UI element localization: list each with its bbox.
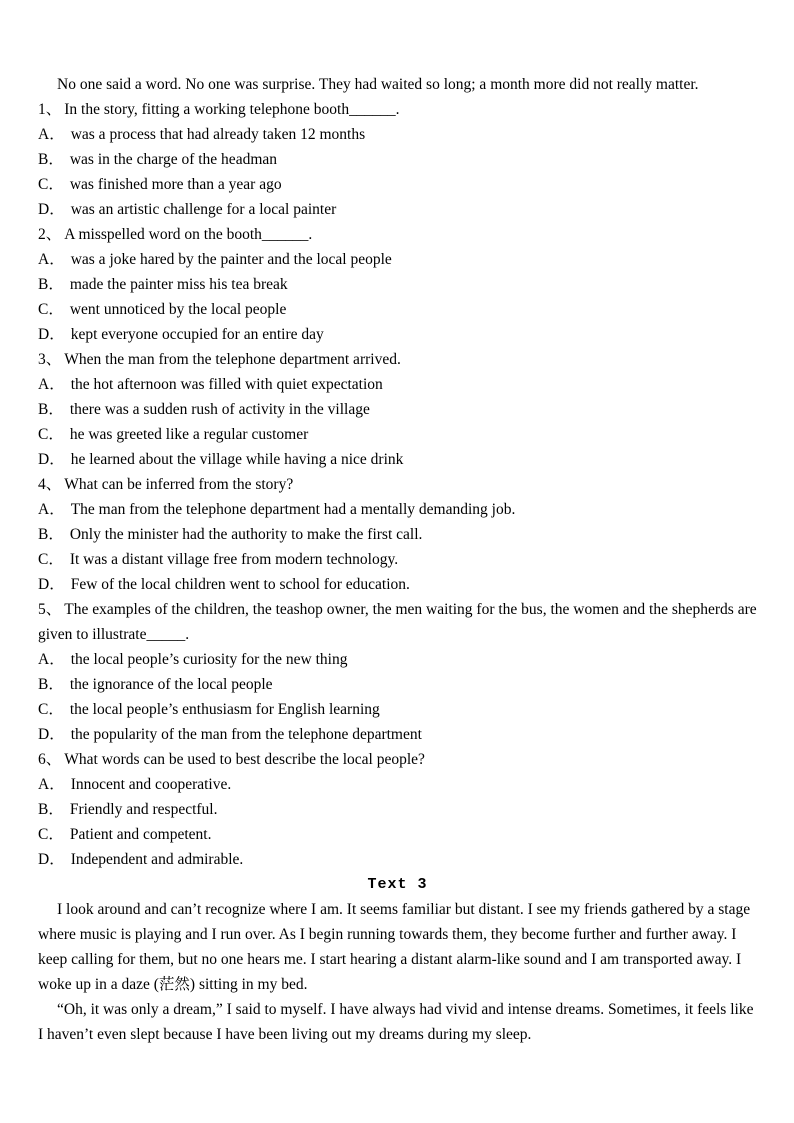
question-number: 1、 (38, 101, 62, 118)
option-b (38, 272, 757, 297)
question-stem-text: When the man from the telephone department arrived. (64, 351, 401, 368)
option-label: A． (38, 651, 65, 668)
question-stem-text: What words can be used to best describe the local people? (64, 751, 425, 768)
option-text: Only the minister had the authority to make the first call. (69, 526, 423, 543)
option-label: A． (38, 776, 65, 793)
option-text: the local people’s enthusiasm for English learning (69, 701, 380, 718)
section-heading-text-3: Text 3 (367, 876, 428, 893)
option-label: B． (38, 801, 64, 818)
option-label: C． (38, 176, 64, 193)
option-c (38, 422, 757, 447)
question-stem (38, 347, 757, 372)
option-d (38, 447, 757, 472)
question-stem-text: In the story, fitting a working telephone booth______. (64, 101, 400, 118)
option-d (38, 572, 757, 597)
intro-paragraph: No one said a word. No one was surprise. They had waited so long; a month more did not really matter. (57, 76, 699, 93)
question-stem-text: A misspelled word on the booth______. (64, 226, 313, 243)
option-label: D． (38, 201, 65, 218)
option-label: D． (38, 326, 65, 343)
option-a (38, 772, 757, 797)
option-b (38, 522, 757, 547)
option-text: there was a sudden rush of activity in the village (69, 401, 370, 418)
option-d (38, 847, 757, 872)
option-text: was finished more than a year ago (69, 176, 282, 193)
option-text: Few of the local children went to school for education. (70, 576, 410, 593)
option-b (38, 797, 757, 822)
option-text: Innocent and cooperative. (70, 776, 232, 793)
option-a (38, 247, 757, 272)
option-label: D． (38, 451, 65, 468)
option-d (38, 322, 757, 347)
option-label: B． (38, 401, 64, 418)
option-text: Friendly and respectful. (69, 801, 218, 818)
question-stem (38, 747, 757, 772)
question-number: 5、 (38, 601, 62, 618)
question-6 (38, 747, 757, 872)
passage-paragraph-2: “Oh, it was only a dream,” I said to myself. I have always had vivid and intense dreams. Sometimes, it feels like I haven’t even slept because I have been living out my dreams during my sleep. (38, 1001, 754, 1043)
option-a (38, 647, 757, 672)
option-c (38, 172, 757, 197)
question-3 (38, 347, 757, 472)
option-text: was a process that had already taken 12 months (70, 126, 366, 143)
option-label: D． (38, 851, 65, 868)
option-text: he was greeted like a regular customer (69, 426, 309, 443)
option-text: made the painter miss his tea break (69, 276, 288, 293)
option-label: B． (38, 526, 64, 543)
option-text: was in the charge of the headman (69, 151, 278, 168)
question-number: 3、 (38, 351, 62, 368)
question-1 (38, 97, 757, 222)
option-text: was an artistic challenge for a local painter (70, 201, 337, 218)
option-b (38, 147, 757, 172)
option-text: went unnoticed by the local people (69, 301, 287, 318)
option-label: B． (38, 276, 64, 293)
option-label: D． (38, 576, 65, 593)
option-label: A． (38, 376, 65, 393)
option-label: C． (38, 826, 64, 843)
question-stem-text: The examples of the children, the teashop owner, the men waiting for the bus, the women and the shepherds are given to illustrate_____. (38, 601, 757, 643)
option-text: the ignorance of the local people (69, 676, 273, 693)
option-text: he learned about the village while having a nice drink (70, 451, 404, 468)
option-text: was a joke hared by the painter and the local people (70, 251, 392, 268)
question-5 (38, 597, 757, 747)
option-label: A． (38, 251, 65, 268)
option-b (38, 672, 757, 697)
question-number: 6、 (38, 751, 62, 768)
option-text: The man from the telephone department had a mentally demanding job. (70, 501, 516, 518)
option-text: the local people’s curiosity for the new thing (70, 651, 348, 668)
question-stem (38, 97, 757, 122)
option-c (38, 547, 757, 572)
question-stem (38, 597, 757, 647)
option-text: Independent and admirable. (70, 851, 244, 868)
option-c (38, 822, 757, 847)
question-4 (38, 472, 757, 597)
option-label: D． (38, 726, 65, 743)
option-b (38, 397, 757, 422)
question-stem-text: What can be inferred from the story? (64, 476, 294, 493)
option-d (38, 197, 757, 222)
option-label: C． (38, 426, 64, 443)
question-number: 4、 (38, 476, 62, 493)
option-c (38, 697, 757, 722)
question-number: 2、 (38, 226, 62, 243)
option-text: the popularity of the man from the telephone department (70, 726, 422, 743)
question-stem (38, 472, 757, 497)
option-a (38, 497, 757, 522)
option-label: A． (38, 126, 65, 143)
passage-paragraph-1: I look around and can’t recognize where I am. It seems familiar but distant. I see my friends gathered by a stage where music is playing and I run over. As I begin running towards them, they become further and further away. I keep calling for them, but no one hears me. I start hearing a distant alarm-like sound and I am transported away. I woke up in a daze (茫然) sitting in my bed. (38, 901, 751, 993)
option-d (38, 722, 757, 747)
option-label: C． (38, 551, 64, 568)
option-a (38, 122, 757, 147)
option-label: B． (38, 151, 64, 168)
question-stem (38, 222, 757, 247)
option-label: B． (38, 676, 64, 693)
option-text: kept everyone occupied for an entire day (70, 326, 324, 343)
option-text: the hot afternoon was filled with quiet expectation (70, 376, 383, 393)
option-label: A． (38, 501, 65, 518)
option-label: C． (38, 301, 64, 318)
option-label: C． (38, 701, 64, 718)
option-c (38, 297, 757, 322)
option-text: Patient and competent. (69, 826, 212, 843)
option-a (38, 372, 757, 397)
option-text: It was a distant village free from modern technology. (69, 551, 399, 568)
question-2 (38, 222, 757, 347)
